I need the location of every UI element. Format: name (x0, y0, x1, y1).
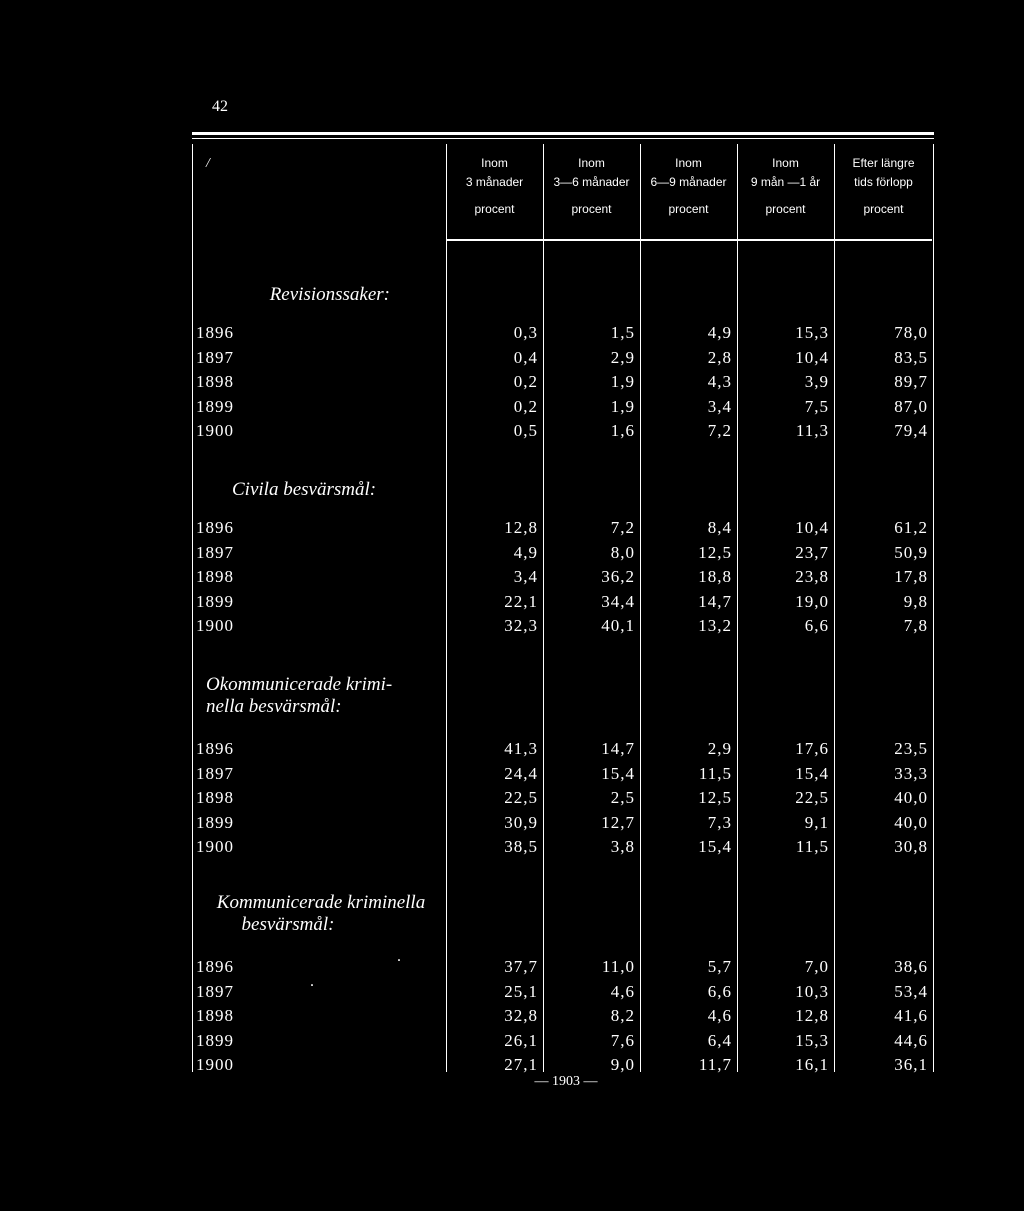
table-cell: 7,2 (707, 421, 732, 440)
table-cell: 44,6 (894, 1030, 928, 1050)
table-row (192, 614, 934, 638)
table-cell: 12,5 (698, 542, 732, 562)
header-line2: 9 mån —1 år (750, 175, 821, 189)
table-row (192, 786, 934, 810)
table-cell: 22,5 (795, 788, 829, 807)
table-cell: 1,9 (610, 372, 635, 391)
top-rule (192, 132, 934, 135)
table-cell: 79,4 (894, 421, 928, 440)
table-cell: 30,9 (504, 812, 538, 832)
header-unit: procent (571, 202, 612, 216)
table-cell: 11,5 (795, 837, 829, 856)
table-cell: 36,1 (894, 1055, 928, 1074)
table-cell: 13,2 (698, 616, 732, 635)
header-line2: tids förlopp (854, 175, 913, 189)
header-col-4 (737, 154, 834, 219)
row-year: 1896 (196, 518, 234, 537)
table-cell: 10,3 (795, 981, 829, 1001)
table-cell: 9,8 (903, 591, 928, 611)
leader-dot: . (310, 973, 314, 990)
table-cell: 3,9 (804, 372, 829, 391)
table-cell: 3,8 (610, 837, 635, 856)
table-cell: 61,2 (894, 518, 928, 537)
table-cell: 6,6 (804, 616, 829, 635)
table-row (192, 541, 934, 565)
table-cell: 1,9 (610, 396, 635, 416)
table-cell: 0,2 (513, 396, 538, 416)
table-row (192, 980, 934, 1004)
table-cell: 14,7 (601, 739, 635, 758)
table-cell: 32,8 (504, 1006, 538, 1025)
header-line1: Efter längre (852, 156, 915, 170)
row-year: 1900 (196, 421, 234, 440)
table-cell: 15,4 (795, 763, 829, 783)
table-cell: 8,0 (610, 542, 635, 562)
row-year: 1897 (196, 542, 234, 562)
table-cell: 7,2 (610, 518, 635, 537)
table-cell: 12,8 (795, 1006, 829, 1025)
table-cell: 89,7 (894, 372, 928, 391)
header-unit: procent (765, 202, 806, 216)
table-cell: 36,2 (601, 567, 635, 586)
table-cell: 40,0 (894, 788, 928, 807)
table-cell: 7,6 (610, 1030, 635, 1050)
table-row (192, 590, 934, 614)
table-cell: 53,4 (894, 981, 928, 1001)
table-row (192, 811, 934, 835)
header-line1: Inom (481, 156, 508, 170)
section-title-civila: Civila besvärsmål: (232, 479, 377, 500)
header-col-5 (834, 154, 933, 219)
row-year: 1896 (196, 957, 234, 976)
table-cell: 41,6 (894, 1006, 928, 1025)
table-cell: 17,8 (894, 567, 928, 586)
header-line2: 3—6 månader (553, 175, 630, 189)
row-year: 1900 (196, 616, 234, 635)
title-line2: besvärsmål: (241, 914, 335, 935)
table-cell: 11,7 (698, 1055, 732, 1074)
row-year: 1900 (196, 1055, 234, 1074)
table-row (192, 565, 934, 589)
table-cell: 25,1 (504, 981, 538, 1001)
header-mark: / (206, 156, 210, 171)
table-cell: 50,9 (894, 542, 928, 562)
table-cell: 38,6 (894, 957, 928, 976)
header-separator (446, 239, 932, 241)
table-cell: 9,0 (610, 1055, 635, 1074)
table-cell: 4,9 (513, 542, 538, 562)
table-cell: 23,8 (795, 567, 829, 586)
section-title-kommunicerade (196, 892, 446, 936)
table-cell: 14,7 (698, 591, 732, 611)
header-col-1 (446, 154, 543, 219)
table-cell: 7,0 (804, 957, 829, 976)
table-cell: 41,3 (504, 739, 538, 758)
table-cell: 22,1 (504, 591, 538, 611)
table-cell: 22,5 (504, 788, 538, 807)
table-cell: 27,1 (504, 1055, 538, 1074)
table-cell: 4,3 (707, 372, 732, 391)
table-cell: 11,0 (601, 957, 635, 976)
table-cell: 7,5 (804, 396, 829, 416)
table-cell: 15,4 (601, 763, 635, 783)
header-col-2 (543, 154, 640, 219)
section-title-okommunicerade (206, 674, 446, 718)
table-cell: 15,3 (795, 1030, 829, 1050)
leader-dot: . (397, 948, 401, 965)
table-cell: 37,7 (504, 957, 538, 976)
table-cell: 34,4 (601, 591, 635, 611)
header-line1: Inom (772, 156, 799, 170)
row-year: 1897 (196, 347, 234, 367)
header-unit: procent (668, 202, 709, 216)
table-cell: 1,6 (610, 421, 635, 440)
page-number: 42 (212, 98, 228, 115)
table-row (192, 1029, 934, 1053)
table-cell: 40,0 (894, 812, 928, 832)
footer-year: — 1903 — (534, 1074, 598, 1089)
table-cell: 4,6 (610, 981, 635, 1001)
table-cell: 7,8 (903, 616, 928, 635)
row-year: 1899 (196, 812, 234, 832)
header-unit: procent (474, 202, 515, 216)
table-row (192, 835, 934, 859)
row-year: 1898 (196, 567, 234, 586)
table-cell: 7,3 (707, 812, 732, 832)
table-cell: 2,9 (707, 739, 732, 758)
title-line2: nella besvärsmål: (206, 696, 342, 717)
row-year: 1899 (196, 591, 234, 611)
table-cell: 11,3 (795, 421, 829, 440)
table-cell: 6,4 (707, 1030, 732, 1050)
table-cell: 12,5 (698, 788, 732, 807)
title-line1: Kommunicerade kriminella (216, 892, 426, 913)
table-row (192, 346, 934, 370)
row-year: 1897 (196, 763, 234, 783)
table-cell: 5,7 (707, 957, 732, 976)
table-row (192, 419, 934, 443)
row-year: 1899 (196, 396, 234, 416)
table-cell: 8,4 (707, 518, 732, 537)
table-cell: 4,9 (707, 323, 732, 342)
table-cell: 2,9 (610, 347, 635, 367)
table-cell: 0,2 (513, 372, 538, 391)
table-cell: 24,4 (504, 763, 538, 783)
row-year: 1898 (196, 372, 234, 391)
table-cell: 83,5 (894, 347, 928, 367)
row-year: 1900 (196, 837, 234, 856)
table-cell: 8,2 (610, 1006, 635, 1025)
table-cell: 12,8 (504, 518, 538, 537)
header-line1: Inom (675, 156, 702, 170)
section-title-revisionssaker: Revisionssaker: (269, 284, 390, 305)
table-cell: 87,0 (894, 396, 928, 416)
header-unit: procent (863, 202, 904, 216)
table-cell: 16,1 (795, 1055, 829, 1074)
table-cell: 0,3 (513, 323, 538, 342)
table-cell: 1,5 (610, 323, 635, 342)
table-cell: 4,6 (707, 1006, 732, 1025)
table-cell: 15,4 (698, 837, 732, 856)
table-cell: 30,8 (894, 837, 928, 856)
table-row (192, 762, 934, 786)
row-year: 1899 (196, 1030, 234, 1050)
table-row (192, 1004, 934, 1028)
row-year: 1896 (196, 739, 234, 758)
table-cell: 17,6 (795, 739, 829, 758)
table-cell: 19,0 (795, 591, 829, 611)
table-row (192, 321, 934, 345)
row-year: 1896 (196, 323, 234, 342)
table-cell: 33,3 (894, 763, 928, 783)
table-cell: 2,8 (707, 347, 732, 367)
title-line1: Okommunicerade krimi- (206, 674, 393, 695)
table-cell: 18,8 (698, 567, 732, 586)
statistics-table (192, 144, 934, 1072)
table-cell: 11,5 (698, 763, 732, 783)
table-row (192, 516, 934, 540)
table-row (192, 737, 934, 761)
table-cell: 10,4 (795, 347, 829, 367)
row-year: 1898 (196, 788, 234, 807)
table-cell: 0,5 (513, 421, 538, 440)
table-cell: 26,1 (504, 1030, 538, 1050)
row-year: 1898 (196, 1006, 234, 1025)
table-cell: 9,1 (804, 812, 829, 832)
table-cell: 3,4 (513, 567, 538, 586)
table-cell: 15,3 (795, 323, 829, 342)
table-cell: 38,5 (504, 837, 538, 856)
header-line2: 6—9 månader (650, 175, 727, 189)
table-row (192, 395, 934, 419)
table-cell: 3,4 (707, 396, 732, 416)
row-year: 1897 (196, 981, 234, 1001)
top-rule-thin (192, 138, 934, 139)
table-cell: 10,4 (795, 518, 829, 537)
header-col-3 (640, 154, 737, 219)
table-row (192, 370, 934, 394)
table-cell: 23,5 (894, 739, 928, 758)
table-cell: 40,1 (601, 616, 635, 635)
header-line2: 3 månader (465, 175, 524, 189)
table-cell: 0,4 (513, 347, 538, 367)
table-cell: 78,0 (894, 323, 928, 342)
header-line1: Inom (578, 156, 605, 170)
table-cell: 12,7 (601, 812, 635, 832)
table-row (192, 955, 934, 979)
table-cell: 6,6 (707, 981, 732, 1001)
table-cell: 2,5 (610, 788, 635, 807)
table-cell: 32,3 (504, 616, 538, 635)
table-cell: 23,7 (795, 542, 829, 562)
